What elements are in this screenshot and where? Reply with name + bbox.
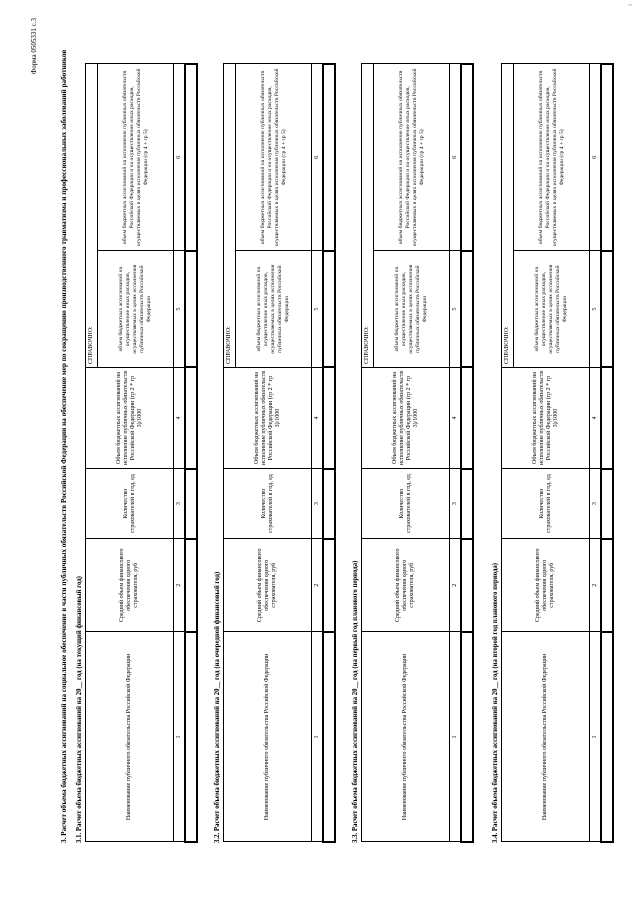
- column-number: 3: [590, 469, 602, 539]
- section-3-2: [212, 63, 336, 843]
- input-cell[interactable]: [323, 632, 335, 842]
- header-cell: объем бюджетных ассигнований на осуществление иных расходов, осуществляемых в целях исполнения публичных обязательств Российской Федерации: [236, 251, 312, 368]
- header-cell: Средний объем финансового обеспечения одного страхователя, руб: [224, 539, 312, 632]
- column-number: 2: [312, 539, 324, 632]
- input-cell[interactable]: [323, 539, 335, 632]
- column-number: 4: [312, 367, 324, 468]
- input-cell[interactable]: [323, 367, 335, 468]
- header-cell: объем бюджетных ассигнований на осуществление иных расходов, осуществляемых в целях исполнения публичных обязательств Российской Федерации: [98, 251, 174, 368]
- column-number: 4: [590, 367, 602, 468]
- input-cell[interactable]: [461, 539, 473, 632]
- input-cell[interactable]: [323, 251, 335, 368]
- header-cell: объем бюджетных ассигнований на осуществление иных расходов, осуществляемых в целях исполнения публичных обязательств Российской Федерации: [374, 251, 450, 368]
- scan-mark: t: [628, 4, 634, 6]
- header-cell: Объем бюджетных ассигнований на исполнение публичных обязательств Российской Федерации (гр 2 * гр 3)/1000: [86, 367, 174, 468]
- section-title: 3.4. Расчет объема бюджетных ассигнований на 20__ год (на второй год планового периода): [492, 562, 499, 843]
- column-number: 5: [590, 251, 602, 368]
- input-cell[interactable]: [601, 469, 613, 539]
- column-number: 6: [312, 64, 324, 251]
- column-number: 5: [450, 251, 462, 368]
- column-number: 1: [450, 632, 462, 842]
- header-cell: Наименование публичного обязательства Российской Федерации: [86, 632, 174, 842]
- column-number: 3: [312, 469, 324, 539]
- column-number: 3: [174, 469, 186, 539]
- reference-label: СПРАВОЧНО:: [362, 64, 374, 367]
- column-number: 4: [450, 367, 462, 468]
- input-cell[interactable]: [461, 469, 473, 539]
- header-cell: объем бюджетных ассигнований на исполнение публичных обязательств Российской Федерации и на осуществление иных расходов, осуществляемых в целях исполнения публичных обязательств Российской Федерации (гр 4 + гр 5): [514, 64, 590, 251]
- column-number: 6: [174, 64, 186, 251]
- header-cell: Объем бюджетных ассигнований на исполнение публичных обязательств Российской Федерации (гр 2 * гр 3)/1000: [224, 367, 312, 468]
- header-cell: объем бюджетных ассигнований на исполнение публичных обязательств Российской Федерации и на осуществление иных расходов, осуществляемых в целях исполнения публичных обязательств Российской Федерации (гр 4 + гр 5): [374, 64, 450, 251]
- section-3-4: [490, 63, 614, 843]
- column-number: 1: [590, 632, 602, 842]
- reference-label: СПРАВОЧНО:: [86, 64, 98, 367]
- column-number: 5: [174, 251, 186, 368]
- header-cell: объем бюджетных ассигнований на исполнение публичных обязательств Российской Федерации и на осуществление иных расходов, осуществляемых в целях исполнения публичных обязательств Российской Федерации (гр 4 + гр 5): [236, 64, 312, 251]
- form-number: Форма 0505331 с.3: [30, 18, 38, 75]
- section-3-3: [350, 63, 474, 843]
- input-cell[interactable]: [185, 469, 197, 539]
- section-title: 3.3. Расчет объема бюджетных ассигнований на 20__ год (на первый год планового периода): [352, 560, 359, 843]
- input-cell[interactable]: [601, 64, 613, 251]
- column-number: 2: [590, 539, 602, 632]
- column-number: 5: [312, 251, 324, 368]
- reference-label: СПРАВОЧНО:: [224, 64, 236, 367]
- column-number: 3: [450, 469, 462, 539]
- section-table: [223, 63, 336, 843]
- input-cell[interactable]: [601, 251, 613, 368]
- input-cell[interactable]: [461, 367, 473, 468]
- header-cell: Количество страхователей в год, ед: [86, 469, 174, 539]
- column-number: 4: [174, 367, 186, 468]
- column-number: 6: [590, 64, 602, 251]
- section-3-1: [74, 63, 198, 843]
- column-number: 1: [312, 632, 324, 842]
- header-cell: Количество страхователей в год, ед: [362, 469, 450, 539]
- header-cell: Количество страхователей в год, ед: [502, 469, 590, 539]
- header-cell: Наименование публичного обязательства Российской Федерации: [224, 632, 312, 842]
- header-cell: объем бюджетных ассигнований на осуществление иных расходов, осуществляемых в целях исполнения публичных обязательств Российской Федерации: [514, 251, 590, 368]
- reference-label: СПРАВОЧНО:: [502, 64, 514, 367]
- section-table: [361, 63, 474, 843]
- header-cell: Наименование публичного обязательства Российской Федерации: [362, 632, 450, 842]
- header-cell: Средний объем финансового обеспечения одного страхователя, руб: [502, 539, 590, 632]
- section-title: 3.1. Расчет объема бюджетных ассигнований на 20__ год (на текущий финансовый год): [76, 576, 83, 843]
- section-title: 3.2. Расчет объема бюджетных ассигнований на 20__ год (на очередной финансовый год): [214, 571, 221, 843]
- header-cell: Количество страхователей в год, ед: [224, 469, 312, 539]
- header-cell: Объем бюджетных ассигнований на исполнение публичных обязательств Российской Федерации (гр 2 * гр 3)/1000: [362, 367, 450, 468]
- column-number: 2: [450, 539, 462, 632]
- header-cell: Средний объем финансового обеспечения одного страхователя, руб: [362, 539, 450, 632]
- header-cell: Средний объем финансового обеспечения одного страхователя, руб: [86, 539, 174, 632]
- input-cell[interactable]: [601, 539, 613, 632]
- input-cell[interactable]: [185, 64, 197, 251]
- input-cell[interactable]: [185, 632, 197, 842]
- column-number: 2: [174, 539, 186, 632]
- input-cell[interactable]: [323, 64, 335, 251]
- input-cell[interactable]: [461, 632, 473, 842]
- input-cell[interactable]: [461, 251, 473, 368]
- section-table: [501, 63, 614, 843]
- input-cell[interactable]: [185, 367, 197, 468]
- main-title: 3. Расчет объема бюджетных ассигнований на социальное обеспечение в части публичных обязательств Российской Федерации на обеспечение мер по сокращению производственного травматизма и профессиональных заболеваний работников: [60, 49, 68, 843]
- header-cell: Объем бюджетных ассигнований на исполнение публичных обязательств Российской Федерации (гр 2 * гр 3)/1000: [502, 367, 590, 468]
- section-table: [85, 63, 198, 843]
- input-cell[interactable]: [185, 539, 197, 632]
- input-cell[interactable]: [461, 64, 473, 251]
- header-cell: Наименование публичного обязательства Российской Федерации: [502, 632, 590, 842]
- input-cell[interactable]: [323, 469, 335, 539]
- header-cell: объем бюджетных ассигнований на исполнение публичных обязательств Российской Федерации и на осуществление иных расходов, осуществляемых в целях исполнения публичных обязательств Российской Федерации (гр 4 + гр 5): [98, 64, 174, 251]
- input-cell[interactable]: [185, 251, 197, 368]
- input-cell[interactable]: [601, 367, 613, 468]
- column-number: 1: [174, 632, 186, 842]
- column-number: 6: [450, 64, 462, 251]
- input-cell[interactable]: [601, 632, 613, 842]
